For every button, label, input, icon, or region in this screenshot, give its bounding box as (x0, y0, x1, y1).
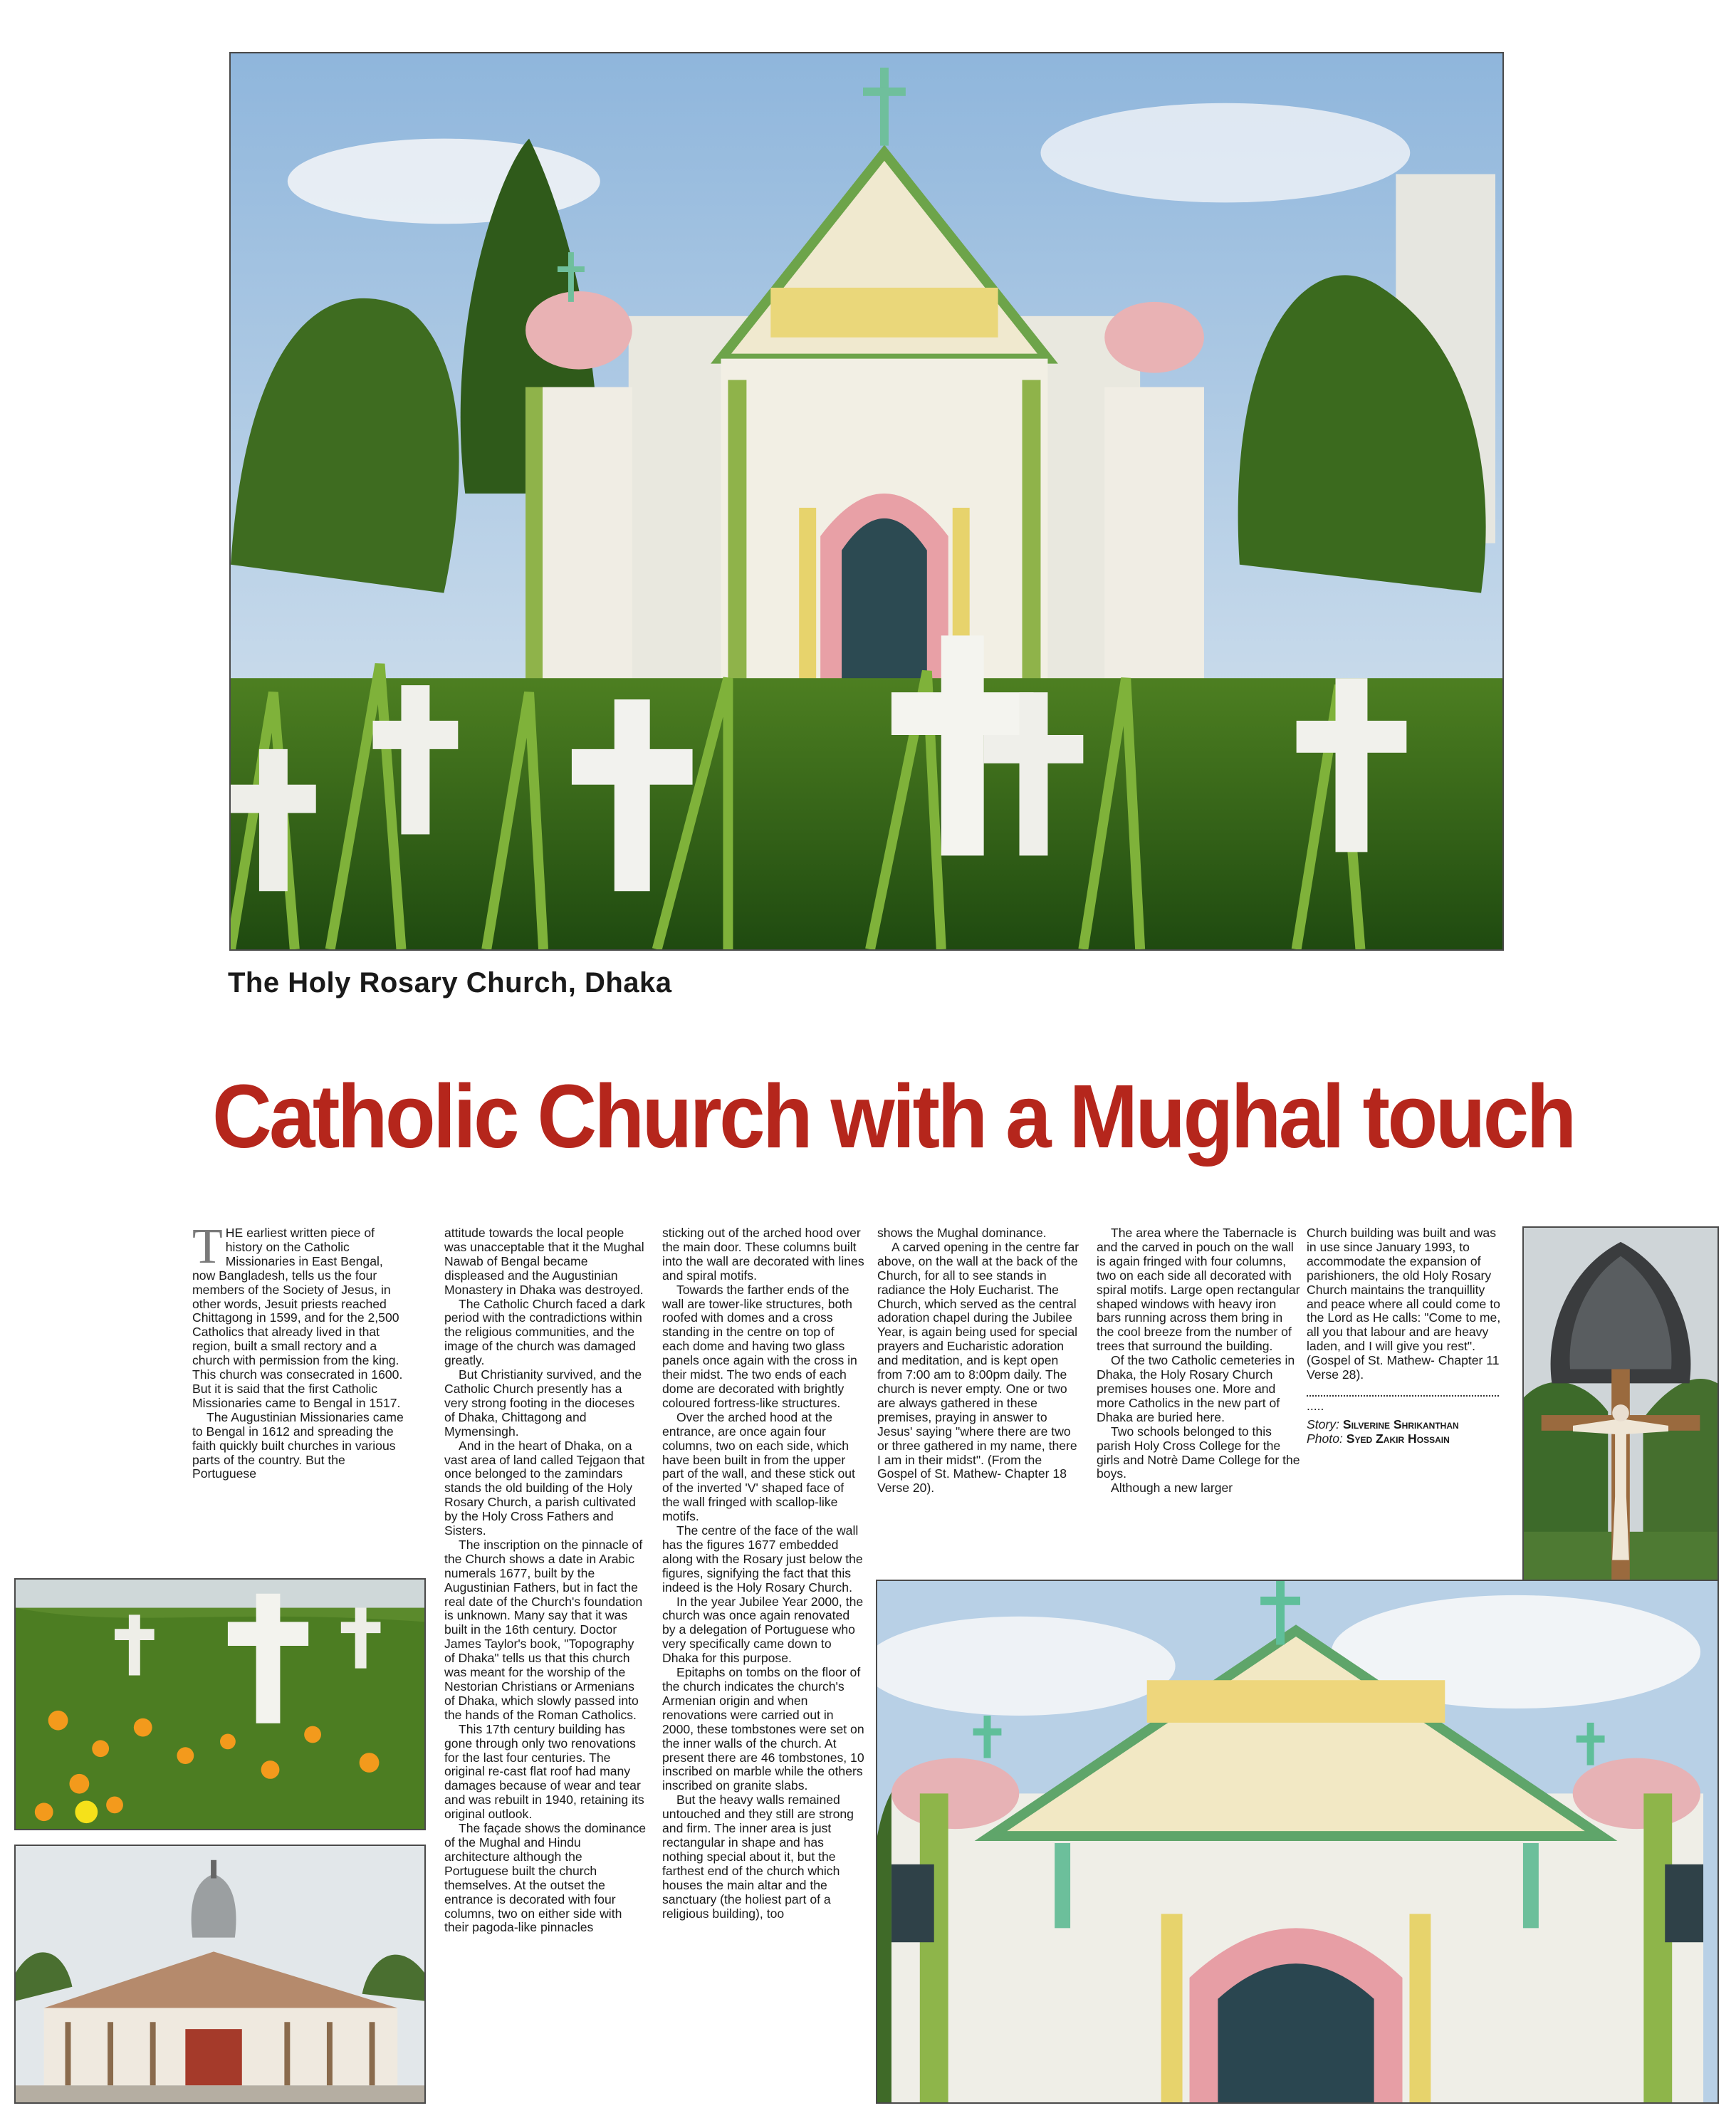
paragraph: HE earliest written piece of history on the Catholic Missionaries in East Bengal, now Bangladesh, tells us the four members of the Society of Jesus, in other words, Jesuit priests reached Chittagong in 1599, and for the 2,500 Catholics that already lived in that region, built a small rectory and a church with permission from the king. This church was consecrated in 1600. But it is said that the first Catholic Missionaries came to Bengal in 1517. (192, 1226, 403, 1410)
story-label: Story: (1307, 1417, 1339, 1431)
divider-rule (1307, 1395, 1499, 1397)
paragraph: But Christianity survived, and the Catholic Church presently has a very strong footing in the dioceses of Dhaka, Chittagong and Mymensingh. (444, 1367, 642, 1439)
story-author: Silverine Shrikanthan (1342, 1417, 1459, 1431)
paragraph: The façade shows the dominance of the Mughal and Hindu architecture although the Portuguese built the church themselves. At the outset the entrance is decorated with four columns, two on either side with their pagoda-like pinnacles (444, 1821, 647, 1935)
new-church-photo (14, 1845, 426, 2104)
story-credit (1307, 1418, 1507, 1432)
article-column-1 (192, 1226, 406, 1575)
paragraph: Of the two Catholic cemeteries in Dhaka, the Holy Rosary Church premises houses one. More and more Catholics in the new part of Dhaka are buried here. (1097, 1353, 1295, 1424)
paragraph: And in the heart of Dhaka, on a vast area of land called Tejgaon that once belonged to the zamindars stands the old building of the Holy Rosary Church, a parish cultivated by the Holy Cross Fathers and Sisters. (444, 1438, 645, 1538)
paragraph: The Catholic Church faced a dark period with the contradictions within the religious communities, and the image of the church was damaged greatly. (444, 1296, 646, 1368)
paragraph: attitude towards the local people was unacceptable that it the Mughal Nawab of Bengal became displeased and the Augustinian Monastery in Dhaka was destroyed. (444, 1226, 644, 1297)
paragraph: The inscription on the pinnacle of the Church shows a date in Arabic numerals 1677, built by the Augustinian Fathers, but in fact the real date of the Church's foundation is unknown. Many say that it was built in the 16th century. Doctor James Taylor's book, "Topography of Dhaka" tells us that this church was meant for the worship of the Nestorian Christians or Armenians of Dhaka, which slowly passed into the hands of the Roman Catholics. (444, 1537, 643, 1722)
article-column-4 (877, 1226, 1082, 1582)
paragraph: sticking out of the arched hood over the main door. These columns built into the wall are decorated with lines and spiral motifs. (662, 1226, 864, 1283)
paragraph: Epitaphs on tombs on the floor of the church indicates the church's Armenian origin and when renovations were carried out in 2000, these tombstones were set on the inner walls of the church. At present there are 46 tombstones, 10 inscribed on marble while the others inscribed on granite slabs. (662, 1665, 864, 1793)
main-church-photo (229, 52, 1504, 951)
article-column-5 (1097, 1226, 1300, 1582)
paragraph: Although a new larger (1111, 1481, 1233, 1496)
drop-cap: T (192, 1226, 223, 1274)
article-column-6 (1307, 1226, 1507, 1540)
crucifix-photo (1522, 1226, 1719, 1610)
paragraph: The Augustinian Missionaries came to Bengal in 1612 and spreading the faith quickly built churches in various parts of the country. But the Portuguese (192, 1409, 404, 1481)
paragraph: Two schools belonged to this parish Holy Cross College for the girls and Notrè Dame College for the boys. (1097, 1424, 1300, 1481)
photo-author: Syed Zakir Hossain (1346, 1431, 1450, 1446)
paragraph: Over the arched hood at the entrance, are once again four columns, two on each side, which have been built in from the upper part of the wall, and these stick out of the inverted 'V' shaped face of the wall fringed with scallop-like motifs. (662, 1409, 855, 1524)
paragraph: Church building was built and was in use since January 1993, to accommodate the expansion of parishioners, the old Holy Rosary Church maintains the tranquillity and peace where all could come to the Lord as He calls: "Come to me, all you that labour and are heavy laden, and I will give you rest". (Gospel of St. Mathew- Chapter 11 Verse 28). (1307, 1226, 1501, 1382)
paragraph: A carved opening in the centre far above, on the wall at the back of the Church, for all to see stands in radiance the Holy Eucharist. The Church, which served as the central adoration chapel during the Jubilee Year, is again being used for special prayers and Eucharistic adoration and meditation, and is kept open from 7:00 am to 8:00pm daily. The church is never empty. One or two are always gathered in these premises, praying in answer to Jesus' saying "where there are two or three gathered in my name, there I am in their midst". (From the Gospel of St. Mathew- Chapter 18 Verse 20). (877, 1239, 1079, 1496)
article-column-2 (444, 1226, 647, 2117)
paragraph: Towards the farther ends of the wall are tower-like structures, both roofed with domes and a cross standing in the centre on top of each dome and having two glass panels once again with the cross in their midst. The two ends of each dome are decorated with brightly coloured fortress-like structures. (662, 1282, 857, 1410)
photo-credit (1307, 1432, 1507, 1446)
paragraph: But the heavy walls remained untouched and they still are strong and firm. The inner area is just rectangular in shape and has nothing special about it, but the farthest end of the church which houses the main altar and the sanctuary (the holiest part of a religious building), too (662, 1793, 854, 1921)
paragraph: The area where the Tabernacle is and the carved in pouch on the wall is again fringed with four columns, two on each side all decorated with spiral motifs. Large open rectangular shaped windows with heavy iron bars running across them bring in the cool breeze from the number of trees that surround the building. (1097, 1226, 1300, 1354)
paragraph: The centre of the face of the wall has the figures 1677 embedded along with the Rosary just below the figures, signifying the fact that this indeed is the Holy Rosary Church. (662, 1523, 863, 1595)
cemetery-flowers-photo (14, 1578, 426, 1830)
photo-label: Photo: (1307, 1431, 1343, 1446)
church-facade-photo (876, 1580, 1719, 2104)
article-column-3 (662, 1226, 864, 2117)
paragraph: This 17th century building has gone through only two renovations for the last four centuries. The original re-cast flat roof had many damages because of wear and tear and was rebuilt in 1940, retaining its original outlook. (444, 1721, 644, 1822)
headline: Catholic Church with a Mughal touch (212, 1066, 1574, 1167)
paragraph: In the year Jubilee Year 2000, the church was once again renovated by a delegation of Portuguese who very specifically came down to Dhaka for this purpose. (662, 1594, 864, 1666)
paragraph: shows the Mughal dominance. (877, 1226, 1047, 1240)
photo-caption: The Holy Rosary Church, Dhaka (228, 967, 672, 998)
rule-tail: ..... (1307, 1398, 1324, 1413)
